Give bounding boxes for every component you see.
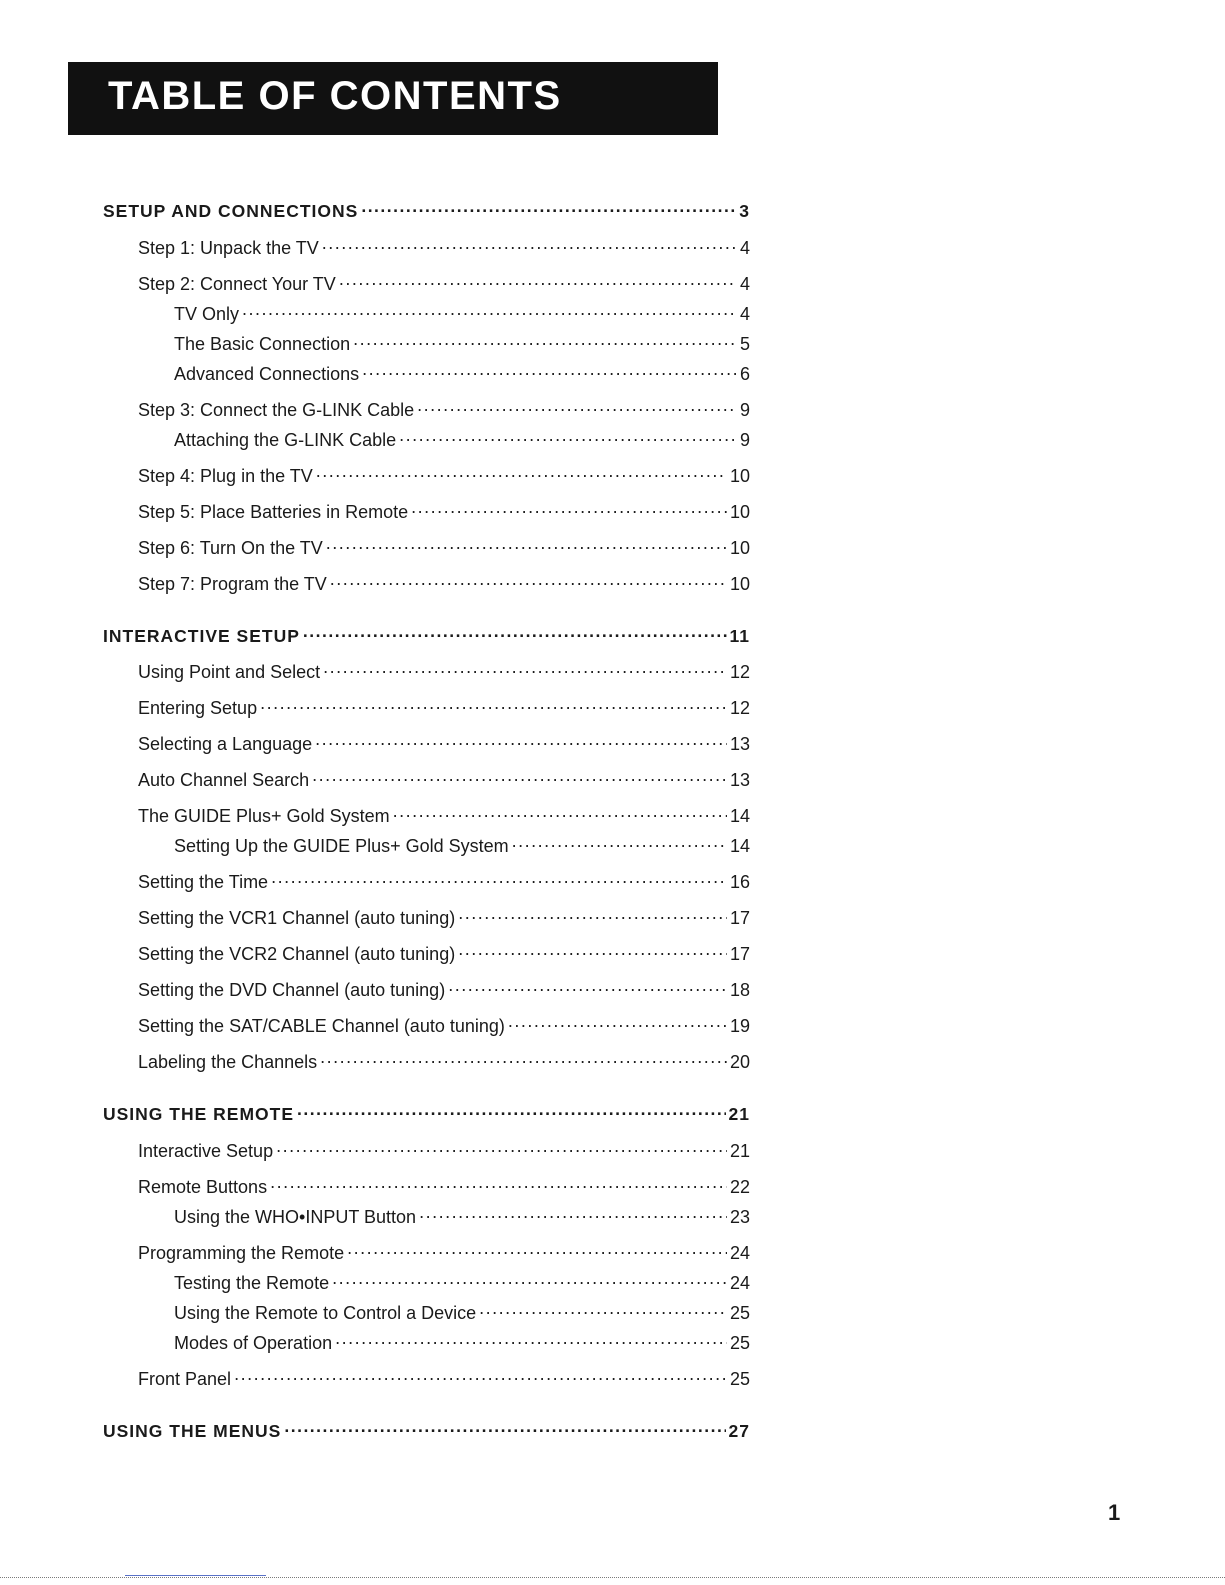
toc-entry-label: Entering Setup [138, 698, 258, 718]
toc-page-number: 21 [728, 1103, 750, 1124]
toc-entry-label: Setting the DVD Channel (auto tuning) [138, 980, 446, 1000]
toc-entry[interactable] [138, 272, 750, 295]
toc-page-number: 20 [729, 1052, 750, 1072]
toc-page-number: 17 [729, 944, 750, 964]
dot-leader [417, 398, 737, 416]
toc-entry-label: Modes of Operation [174, 1333, 333, 1353]
toc-page-number: 4 [739, 304, 750, 324]
toc-page-number: 27 [728, 1420, 750, 1441]
dot-leader [316, 464, 727, 482]
toc-page-number: 19 [729, 1016, 750, 1036]
toc-entry-label: Step 7: Program the TV [138, 574, 327, 594]
toc-entry-label: Setting the VCR2 Channel (auto tuning) [138, 944, 456, 964]
dot-leader [276, 1139, 727, 1157]
toc-page-number: 25 [729, 1303, 750, 1323]
dot-leader [332, 1271, 727, 1289]
dot-leader [458, 906, 727, 924]
toc-subentry[interactable] [174, 834, 750, 857]
toc-entry-label: Programming the Remote [138, 1243, 345, 1263]
toc-entry[interactable] [138, 572, 750, 595]
dot-leader [512, 834, 727, 852]
toc-page-number: 9 [739, 400, 750, 420]
toc-entry-label: Setting the SAT/CABLE Channel (auto tuning) [138, 1016, 505, 1036]
toc-entry-label: Selecting a Language [138, 734, 313, 754]
toc-entry[interactable] [138, 696, 750, 719]
dot-leader [339, 272, 737, 290]
toc-subentry[interactable] [174, 362, 750, 385]
toc-entry-label: Setting the VCR1 Channel (auto tuning) [138, 908, 456, 928]
dot-leader [323, 660, 727, 678]
toc-section-setup-and-connections[interactable] [103, 199, 750, 222]
toc-subentry[interactable] [174, 332, 750, 355]
toc-entry-label: Step 1: Unpack the TV [138, 238, 319, 258]
toc-page-number: 24 [729, 1243, 750, 1263]
toc-subentry[interactable] [174, 302, 750, 325]
toc-page-number: 6 [739, 364, 750, 384]
toc-entry[interactable] [138, 236, 750, 259]
toc-page-number: 21 [729, 1141, 750, 1161]
bottom-divider [0, 1577, 1225, 1579]
dot-leader [284, 1419, 725, 1437]
dot-leader [458, 942, 727, 960]
toc-entry-label: Step 4: Plug in the TV [138, 466, 313, 486]
toc-page-number: 23 [729, 1207, 750, 1227]
toc-entry[interactable] [138, 1241, 750, 1264]
toc-entry[interactable] [138, 500, 750, 523]
toc-entry[interactable] [138, 870, 750, 893]
dot-leader [419, 1205, 727, 1223]
dot-leader [322, 236, 737, 254]
toc-page-number: 12 [729, 698, 750, 718]
toc-page-number: 3 [739, 200, 750, 221]
toc-page-number: 10 [729, 538, 750, 558]
dot-leader [326, 536, 727, 554]
toc-page-number: 14 [729, 836, 750, 856]
toc-section-using-the-remote[interactable] [103, 1102, 750, 1125]
toc-entry-label: Setting Up the GUIDE Plus+ Gold System [174, 836, 509, 856]
toc-entry[interactable] [138, 768, 750, 791]
toc-page-number: 10 [729, 502, 750, 522]
toc-page-number: 25 [729, 1369, 750, 1389]
toc-entry-label: Using Point and Select [138, 662, 321, 682]
toc-entry-label: USING THE MENUS [103, 1420, 282, 1441]
toc-page-number: 18 [729, 980, 750, 1000]
toc-page-number: 22 [729, 1177, 750, 1197]
page-number: 1 [1108, 1500, 1121, 1525]
dot-leader [362, 362, 737, 380]
toc-entry-label: Attaching the G-LINK Cable [174, 430, 397, 450]
toc-page-number: 9 [739, 430, 750, 450]
bottom-link-underline [125, 1575, 266, 1576]
toc-entry-label: Testing the Remote [174, 1273, 330, 1293]
toc-page-number: 10 [729, 574, 750, 594]
dot-leader [448, 978, 727, 996]
toc-entry-label: Setting the Time [138, 872, 269, 892]
dot-leader [234, 1367, 727, 1385]
toc-subentry[interactable] [174, 1271, 750, 1294]
toc-entry[interactable] [138, 978, 750, 1001]
toc-entry-label: Advanced Connections [174, 364, 360, 384]
toc-subentry[interactable] [174, 1301, 750, 1324]
toc-entry[interactable] [138, 660, 750, 683]
dot-leader [242, 302, 737, 320]
toc-entry[interactable] [138, 1050, 750, 1073]
toc-entry-label: The Basic Connection [174, 334, 351, 354]
dot-leader [399, 428, 737, 446]
toc-page-number: 24 [729, 1273, 750, 1293]
dot-leader [271, 870, 727, 888]
toc-entry[interactable] [138, 1139, 750, 1162]
toc-entry-label: Auto Channel Search [138, 770, 310, 790]
toc-entry[interactable] [138, 732, 750, 755]
toc-entry[interactable] [138, 1367, 750, 1390]
toc-entry-label: Step 5: Place Batteries in Remote [138, 502, 409, 522]
dot-leader [508, 1014, 727, 1032]
toc-entry[interactable] [138, 536, 750, 559]
toc-entry[interactable] [138, 906, 750, 929]
toc-page-number: 13 [729, 770, 750, 790]
dot-leader [347, 1241, 727, 1259]
dot-leader [411, 500, 727, 518]
page-title: TABLE OF CONTENTS [108, 74, 562, 118]
dot-leader [479, 1301, 727, 1319]
toc-page-number: 5 [739, 334, 750, 354]
dot-leader [320, 1050, 727, 1068]
toc-entry-label: TV Only [174, 304, 240, 324]
dot-leader [270, 1175, 727, 1193]
dot-leader [335, 1331, 727, 1349]
toc-page-number: 17 [729, 908, 750, 928]
toc-section-using-the-menus[interactable] [103, 1419, 750, 1442]
toc-subentry[interactable] [174, 1205, 750, 1228]
toc-page-number: 4 [739, 274, 750, 294]
toc-subentry[interactable] [174, 428, 750, 451]
toc-section-interactive-setup[interactable] [103, 624, 750, 647]
toc-entry-label: Front Panel [138, 1369, 232, 1389]
toc-entry-label: Using the Remote to Control a Device [174, 1303, 477, 1323]
toc-entry-label: SETUP AND CONNECTIONS [103, 200, 359, 221]
toc-entry-label: Step 6: Turn On the TV [138, 538, 323, 558]
dot-leader [353, 332, 737, 350]
dot-leader [361, 199, 736, 217]
toc-entry-label: USING THE REMOTE [103, 1103, 295, 1124]
dot-leader [330, 572, 727, 590]
toc-entry[interactable] [138, 464, 750, 487]
dot-leader [393, 804, 727, 822]
toc-page-number: 12 [729, 662, 750, 682]
toc-page-number: 11 [729, 625, 750, 646]
toc-entry-label: Using the WHO•INPUT Button [174, 1207, 417, 1227]
toc-entry-label: Step 2: Connect Your TV [138, 274, 336, 294]
toc-page-number: 13 [729, 734, 750, 754]
toc-entry[interactable] [138, 804, 750, 827]
toc-entry[interactable] [138, 942, 750, 965]
dot-leader [260, 696, 727, 714]
toc-entry-label: Remote Buttons [138, 1177, 268, 1197]
dot-leader [297, 1102, 726, 1120]
dot-leader [315, 732, 727, 750]
toc-entry[interactable] [138, 1175, 750, 1198]
toc-entry[interactable] [138, 1014, 750, 1037]
toc-entry[interactable] [138, 398, 750, 421]
toc-page-number: 25 [729, 1333, 750, 1353]
toc-entry-label: INTERACTIVE SETUP [103, 625, 300, 646]
toc-page-number: 4 [739, 238, 750, 258]
toc-subentry[interactable] [174, 1331, 750, 1354]
toc-entry-label: Step 3: Connect the G-LINK Cable [138, 400, 415, 420]
dot-leader [312, 768, 727, 786]
toc-entry-label: Labeling the Channels [138, 1052, 318, 1072]
dot-leader [303, 624, 727, 642]
toc-page-number: 16 [729, 872, 750, 892]
toc-page-number: 10 [729, 466, 750, 486]
toc-page-number: 14 [729, 806, 750, 826]
toc-entry-label: Interactive Setup [138, 1141, 274, 1161]
toc-entry-label: The GUIDE Plus+ Gold System [138, 806, 390, 826]
